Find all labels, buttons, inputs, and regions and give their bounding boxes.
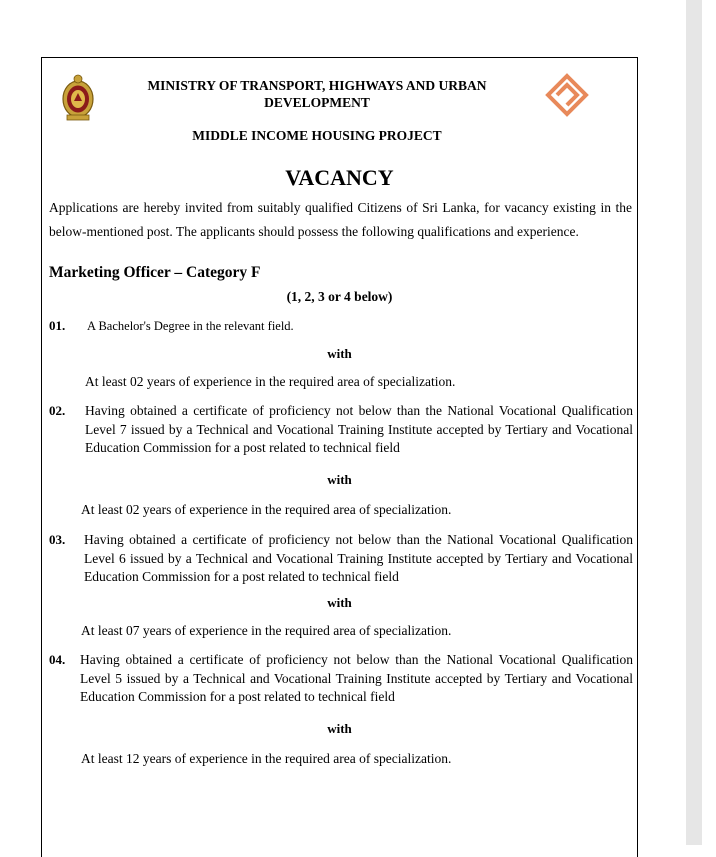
vacancy-title: VACANCY bbox=[285, 165, 394, 190]
item-text: Having obtained a certificate of proficiency not below than the National Vocational Qualification Level 7 issued by a Technical and Vocational Training Institute accepted by Tertiary and Vocational Education Commission for a post related to technical field bbox=[85, 403, 633, 456]
project-name: MIDDLE INCOME HOUSING PROJECT bbox=[192, 128, 442, 143]
with-label: with bbox=[327, 472, 352, 487]
project-logo-icon bbox=[545, 73, 589, 117]
experience-text: At least 02 years of experience in the required area of specialization. bbox=[81, 502, 452, 517]
with-label: with bbox=[327, 595, 352, 610]
experience-text: At least 02 years of experience in the required area of specialization. bbox=[85, 374, 456, 389]
item-number: 02. bbox=[49, 403, 66, 418]
intro-paragraph: Applications are hereby invited from suitably qualified Citizens of Sri Lanka, for vacancy existing in the below-mentioned post. The applicants should possess the following qualifications and experience. bbox=[49, 200, 632, 239]
item-number: 03. bbox=[49, 532, 66, 547]
item-text: Having obtained a certificate of proficiency not below than the National Vocational Qualification Level 6 issued by a Technical and Vocational Training Institute accepted by Tertiary and Vocational Education Commission for a post related to technical field bbox=[84, 532, 633, 585]
vertical-scrollbar[interactable] bbox=[686, 0, 702, 845]
sri-lanka-emblem-icon bbox=[61, 71, 95, 123]
experience-text: At least 12 years of experience in the required area of specialization. bbox=[81, 751, 452, 766]
qualification-options: (1, 2, 3 or 4 below) bbox=[286, 289, 393, 304]
experience-text: At least 07 years of experience in the required area of specialization. bbox=[81, 623, 452, 638]
with-label: with bbox=[327, 346, 352, 361]
item-text: A Bachelor's Degree in the relevant field. bbox=[87, 319, 294, 333]
item-number: 04. bbox=[49, 652, 66, 667]
post-title: Marketing Officer – Category F bbox=[49, 264, 261, 281]
with-label: with bbox=[327, 721, 352, 736]
ministry-name: MINISTRY OF TRANSPORT, HIGHWAYS AND URBAN DEVELOPMENT bbox=[147, 78, 487, 110]
window-edge bbox=[702, 0, 716, 845]
item-number: 01. bbox=[49, 318, 66, 333]
item-text: Having obtained a certificate of proficiency not below than the National Vocational Qualification Level 5 issued by a Technical and Vocational Training Institute accepted by Tertiary and Vocational Education Commission for a post related to technical field bbox=[80, 652, 633, 705]
